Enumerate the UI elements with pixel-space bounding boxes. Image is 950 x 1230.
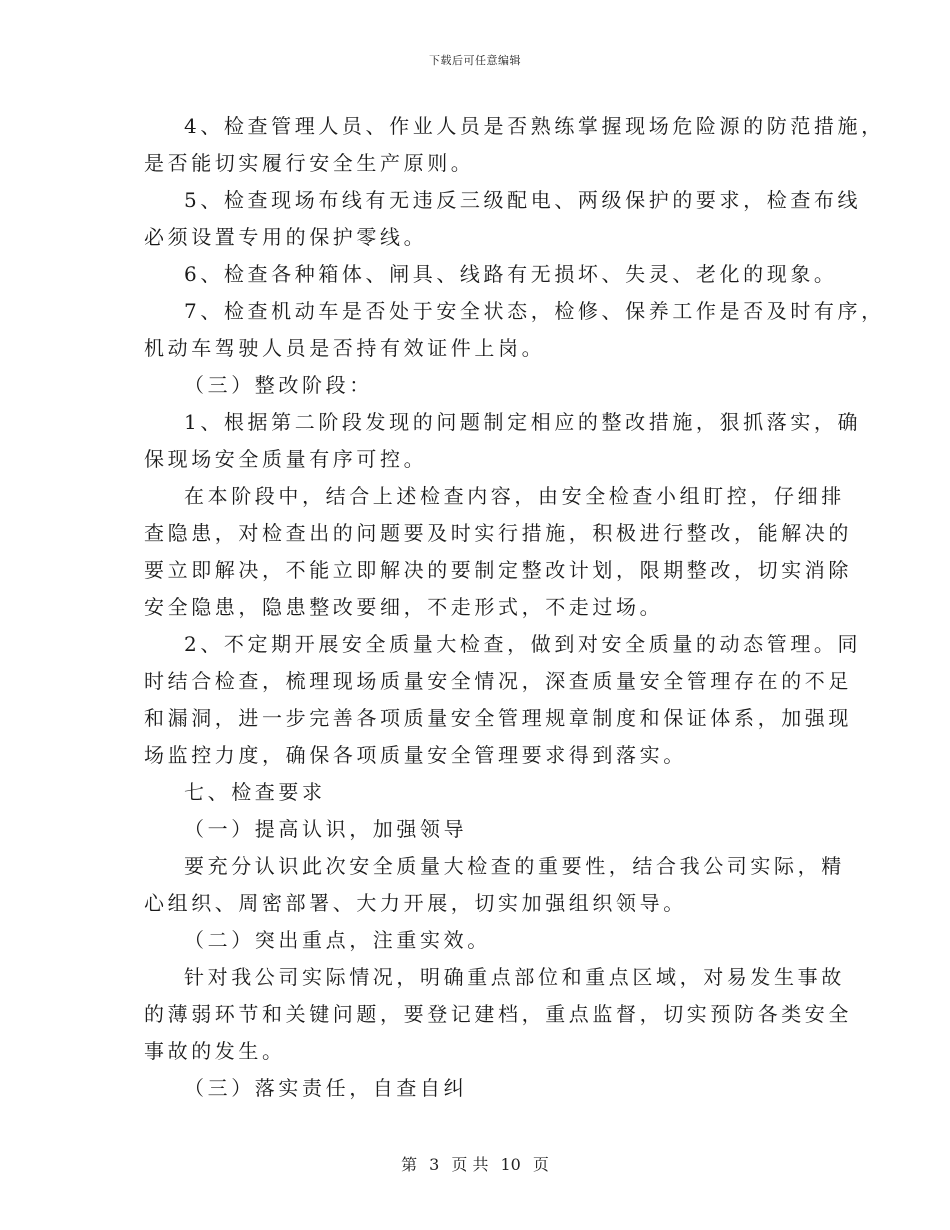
paragraph-line: 查隐患，对检查出的问题要及时实行措施，积极进行整改，能解决的 xyxy=(144,521,852,545)
paragraph-line: 在本阶段中，结合上述检查内容，由安全检查小组盯控，仔细排 xyxy=(184,484,845,508)
paragraph-line: 心组织、周密部署、大力开展，切实加强组织领导。 xyxy=(144,891,687,915)
paragraph-line: 针对我公司实际情况，明确重点部位和重点区域，对易发生事故 xyxy=(184,965,845,989)
page-footer xyxy=(0,1152,950,1175)
paragraph-line: 是否能切实履行安全生产原则。 xyxy=(144,151,475,175)
footer-prefix: 第 xyxy=(401,1155,418,1174)
paragraph-line: 保现场安全质量有序可控。 xyxy=(144,447,428,471)
footer-middle: 页 共 xyxy=(451,1155,489,1174)
document-body xyxy=(144,108,885,1107)
paragraph-line: 要立即解决，不能立即解决的要制定整改计划，限期整改，切实消除 xyxy=(144,558,852,582)
paragraph-line: 事故的发生。 xyxy=(144,1039,286,1063)
paragraph-line: 4、检查管理人员、作业人员是否熟练掌握现场危险源的防范措施， xyxy=(184,114,885,138)
paragraph-line: 安全隐患，隐患整改要细，不走形式，不走过场。 xyxy=(144,595,664,619)
paragraph-line: 7、检查机动车是否处于安全状态，检修、保养工作是否及时有序， xyxy=(184,299,885,323)
subsection-heading: （三）落实责任，自查自纠 xyxy=(184,1076,468,1100)
total-pages: 10 xyxy=(500,1155,521,1174)
paragraph-line: 机动车驾驶人员是否持有效证件上岗。 xyxy=(144,336,546,360)
paragraph-line: 和漏洞，进一步完善各项质量安全管理规章制度和保证体系，加强现 xyxy=(144,706,852,730)
paragraph-line: 要充分认识此次安全质量大检查的重要性，结合我公司实际，精 xyxy=(184,854,845,878)
paragraph-line: 2、不定期开展安全质量大检查，做到对安全质量的动态管理。同 xyxy=(184,632,862,656)
paragraph-line: 时结合检查，梳理现场质量安全情况，深查质量安全管理存在的不足 xyxy=(144,669,852,693)
paragraph-line: 场监控力度，确保各项质量安全管理要求得到落实。 xyxy=(144,743,687,767)
paragraph-line: 5、检查现场布线有无违反三级配电、两级保护的要求，检查布线 xyxy=(184,188,862,212)
paragraph-line: 的薄弱环节和关键问题，要登记建档，重点监督，切实预防各类安全 xyxy=(144,1002,852,1026)
section-heading: （三）整改阶段： xyxy=(184,373,373,397)
footer-suffix: 页 xyxy=(532,1155,549,1174)
section-heading: 七、检查要求 xyxy=(184,780,326,804)
paragraph-line: 6、检查各种箱体、闸具、线路有无损坏、失灵、老化的现象。 xyxy=(184,262,838,286)
page-header: 下载后可任意编辑 xyxy=(429,54,521,67)
subsection-heading: （二）突出重点，注重实效。 xyxy=(184,928,491,952)
paragraph-line: 1、根据第二阶段发现的问题制定相应的整改措施，狠抓落实，确 xyxy=(184,410,862,434)
subsection-heading: （一）提高认识，加强领导 xyxy=(184,817,468,841)
page-number: 3 xyxy=(429,1155,440,1174)
paragraph-line: 必须设置专用的保护零线。 xyxy=(144,225,428,249)
